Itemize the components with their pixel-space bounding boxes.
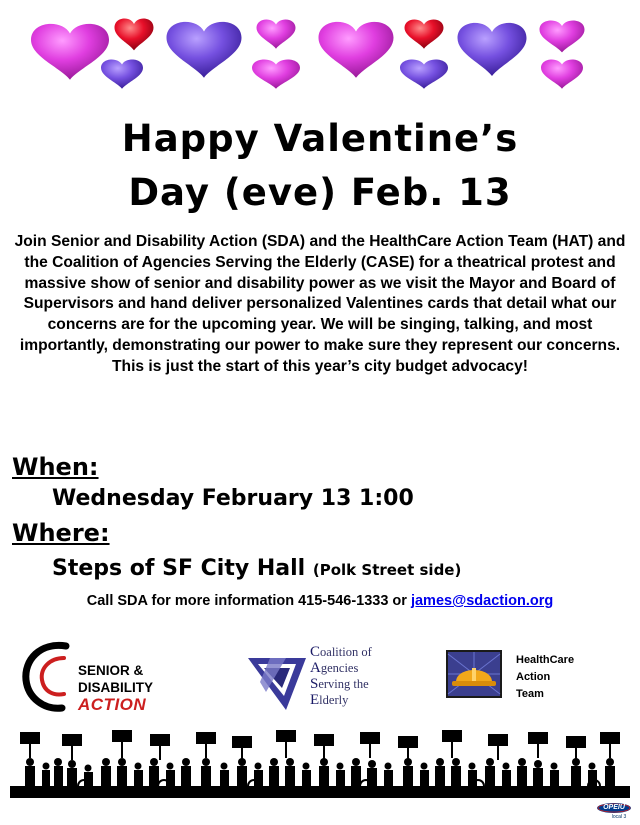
- sda-line-1: SENIOR & DISABILITY: [78, 663, 154, 695]
- heart-icon: [31, 24, 109, 80]
- hearts-banner: [14, 8, 600, 100]
- heart-icon: [115, 18, 154, 50]
- where-value: [52, 555, 461, 584]
- intro-paragraph: Join Senior and Disability Action (SDA) and the HealthCare Action Team (HAT) and the Coalition of Agencies Serving the Elderly (CASE) for a theatrical protest and massive show of senior and disability power as we visit the Mayor and Board of Supervisors and hand deliver personalized Valentines cards that detail what our concerns are for the upcoming year. We will be singing, talking, and most importantly, demonstrating our power to make sure they represent our concerns.: [14, 233, 626, 354]
- when-value: Wednesday February 13 1:00: [52, 486, 414, 511]
- title-line-2: Day (eve) Feb. 13: [128, 171, 512, 214]
- heart-icon: [400, 59, 448, 88]
- case-line-3: erving the: [318, 677, 369, 691]
- hat-hard-hat-icon: [446, 650, 502, 698]
- heart-icon: [257, 19, 296, 48]
- protester-group-4: [336, 732, 445, 792]
- heart-icon: [458, 23, 527, 76]
- contact-line: [0, 592, 640, 610]
- union-sub: local 3: [611, 814, 627, 820]
- case-line-4: lderly: [319, 693, 349, 707]
- case-initial-e: E: [310, 692, 320, 708]
- case-initial-c: C: [310, 644, 321, 660]
- union-text: OPEIU: [603, 804, 625, 811]
- heart-icon: [167, 22, 242, 78]
- heart-icon: [252, 59, 300, 88]
- where-sub: (Polk Street side): [312, 561, 462, 579]
- hat-line-1: HealthCare: [516, 654, 575, 666]
- case-initial-a: A: [310, 660, 321, 676]
- title-line-1: Happy Valentine’s: [121, 117, 519, 160]
- when-label: When:: [12, 453, 99, 481]
- case-wordmark: [310, 644, 372, 708]
- hat-wordmark: [516, 652, 574, 703]
- heart-icon: [101, 59, 143, 88]
- where-location: Steps of SF City Hall: [52, 556, 306, 581]
- email-link[interactable]: james@sdaction.org: [410, 593, 554, 609]
- case-emblem-icon: [246, 652, 308, 714]
- contact-text: Call SDA for more information 415-546-1333 or: [86, 593, 407, 609]
- case-logo: [246, 644, 416, 718]
- sda-wordmark: [78, 662, 220, 713]
- heart-icon: [319, 22, 394, 78]
- case-initial-s: S: [310, 676, 319, 692]
- sda-line-2: ACTION: [78, 695, 147, 714]
- case-line-1: oalition of: [320, 645, 372, 659]
- protester-group-3: [220, 730, 334, 792]
- protester-group-1: [20, 732, 93, 792]
- heart-icon: [540, 20, 585, 52]
- union-logo: [596, 803, 632, 821]
- protester-group-2: [101, 730, 216, 792]
- sda-swoosh-icon: [20, 636, 80, 716]
- hat-line-3: Team: [516, 688, 544, 700]
- hat-line-2: Action: [516, 671, 551, 683]
- intro-closing: This is just the start of this year’s city budget advocacy!: [112, 357, 528, 375]
- where-label: Where:: [12, 519, 110, 547]
- sda-logo: [20, 636, 220, 716]
- case-line-2: gencies: [320, 661, 359, 675]
- heart-icon: [405, 19, 444, 48]
- protester-group-5: [442, 730, 620, 792]
- crowd-silhouette-icon: [10, 728, 630, 798]
- intro-text: [10, 232, 630, 378]
- heart-icon: [541, 59, 583, 88]
